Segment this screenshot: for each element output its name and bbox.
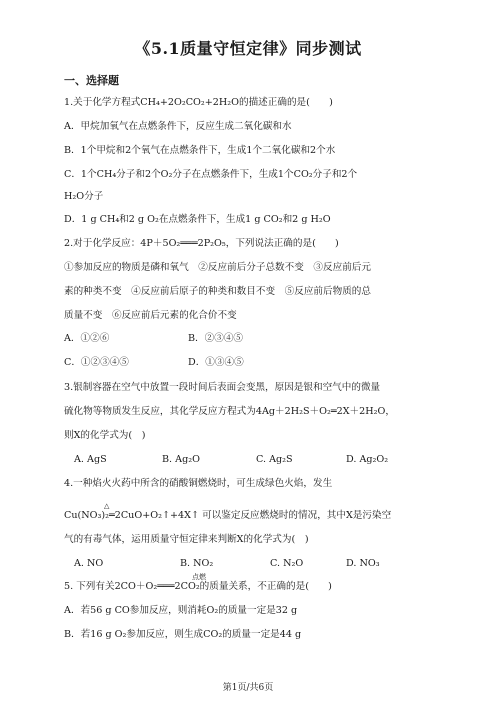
- question-4-reaction-condition: △: [104, 502, 110, 510]
- question-2-option-c: C．①②③④⑤: [64, 357, 129, 368]
- question-1-option-c: C．1个CH₄分子和2个O₂分子在点燃条件下，生成1个CO₂分子和2个: [64, 169, 358, 180]
- question-1-option-b: B．1个甲烷和2个氧气在点燃条件下，生成1个二氧化碳和2个水: [64, 145, 336, 156]
- question-4-line-1: 4.一种焰火火药中所含的硝酸铜燃烧时，可生成绿色火焰，发生: [64, 478, 333, 489]
- question-3-option-d: D. Ag₂O₂: [346, 454, 389, 465]
- question-4-option-c: C. N₂O: [270, 558, 304, 569]
- question-1-option-a: A．甲烷加氧气在点燃条件下，反应生成二氧化碳和水: [64, 121, 292, 132]
- question-1-option-c-cont: H₂O分子: [64, 191, 104, 202]
- question-4-option-b: B. NO₂: [180, 558, 214, 569]
- question-2-option-d: D．①③④⑤: [188, 357, 244, 368]
- question-2-statements-line-3: 质量不变 ⑥反应前后元素的化合价不变: [64, 310, 237, 321]
- document-title: 《5.1质量守恒定律》同步测试: [134, 39, 362, 58]
- question-3-option-a: A. AgS: [74, 454, 107, 465]
- question-2-statements-line-1: ①参加反应的物质是磷和氧气 ②反应前后分子总数不变 ③反应前后元: [64, 262, 371, 273]
- question-4-option-d: D. NO₃: [346, 558, 380, 569]
- question-2-statements-line-2: 素的种类不变 ④反应前后原子的种类和数目不变 ⑤反应前后物质的总: [64, 286, 371, 297]
- question-5-reaction-condition: 点燃: [192, 573, 206, 581]
- question-3-line-3: 则X的化学式为( ): [64, 430, 146, 441]
- question-4-option-a: A. NO: [74, 558, 104, 569]
- question-5-option-a: A．若56 g CO参加反应，则消耗O₂的质量一定是32 g: [64, 605, 298, 616]
- question-3-option-c: C. Ag₂S: [256, 454, 293, 465]
- question-5-option-b: B．若16 g O₂参加反应，则生成CO₂的质量一定是44 g: [64, 629, 302, 640]
- question-2-option-b: B．②③④⑤: [188, 333, 244, 344]
- question-3-line-2: 硫化物等物质发生反应，其化学反应方程式为4Ag＋2H₂S＋O₂═2X＋2H₂O，: [64, 406, 395, 417]
- question-4-line-3: 气的有毒气体，运用质量守恒定律来判断X的化学式为( ): [64, 534, 309, 545]
- question-4-line-2: Cu(NO₃)₂═2CuO+O₂↑+4X↑ 可以鉴定反应燃烧时的情况，其中X是污染空: [64, 510, 392, 521]
- question-5-stem: 5. 下列有关2CO＋O₂═══2CO₂的质量关系，不正确的是( ): [64, 581, 332, 592]
- question-2-stem: 2.对于化学反应：4P＋5O₂═══2P₂O₅，下列说法正确的是( ): [64, 238, 339, 249]
- question-1-stem: 1.关于化学方程式CH₄+2O₂CO₂+2H₂O的描述正确的是( ): [64, 97, 333, 108]
- page-footer: 第1页/共6页: [222, 683, 274, 693]
- question-1-option-d: D．1 g CH₄和2 g O₂在点燃条件下，生成1 g CO₂和2 g H₂O: [64, 214, 331, 225]
- section-heading: 一、选择题: [64, 74, 119, 87]
- question-2-option-a: A．①②⑥: [64, 333, 110, 344]
- question-3-line-1: 3.银制容器在空气中放置一段时间后表面会变黑，原因是银和空气中的微量: [64, 382, 381, 393]
- question-3-option-b: B. Ag₂O: [162, 454, 200, 465]
